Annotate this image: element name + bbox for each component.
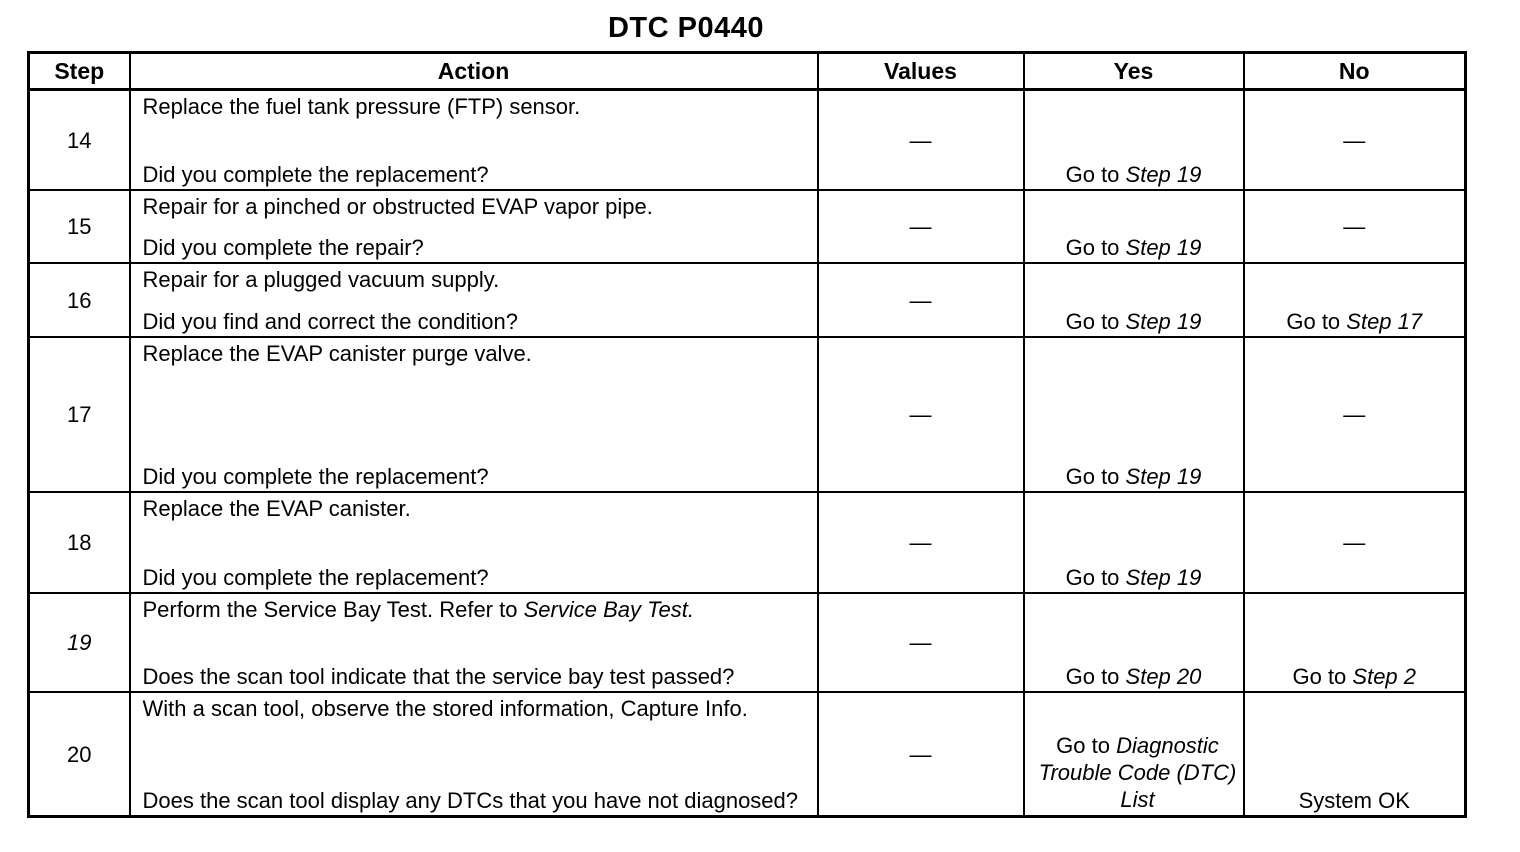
values-cell: — <box>818 263 1024 337</box>
step-number: 19 <box>29 593 130 692</box>
step-number: 18 <box>29 492 130 593</box>
yes-prefix: Go to <box>1065 309 1126 334</box>
action-cell <box>130 492 818 593</box>
values-cell: — <box>818 190 1024 263</box>
yes-prefix: Go to <box>1065 664 1126 689</box>
table-row <box>29 263 1466 337</box>
page-title: DTC P0440 <box>607 12 764 44</box>
no-prefix: Go to <box>1292 664 1353 689</box>
step-number: 20 <box>29 692 130 817</box>
yes-link[interactable]: Step 19 <box>1125 162 1202 187</box>
action-question: Did you complete the replacement? <box>142 565 489 590</box>
header-values: Values <box>818 53 1024 90</box>
no-cell: — <box>1244 90 1466 191</box>
action-question: Does the scan tool indicate that the service bay test passed? <box>142 664 735 689</box>
action-question: Does the scan tool display any DTCs that you have not diagnosed? <box>142 788 799 813</box>
yes-cell <box>1024 593 1244 692</box>
yes-prefix: Go to <box>1065 235 1126 260</box>
table-row <box>29 593 1466 692</box>
action-cell <box>130 337 818 492</box>
action-instruction: Repair for a pinched or obstructed EVAP vapor pipe. <box>142 194 653 219</box>
yes-prefix: Go to <box>1065 565 1126 590</box>
yes-cell <box>1024 90 1244 191</box>
table-row <box>29 90 1466 191</box>
action-cell <box>130 190 818 263</box>
action-cell <box>130 692 818 817</box>
no-cell: — <box>1244 190 1466 263</box>
yes-link[interactable]: Step 19 <box>1125 565 1202 590</box>
action-question: Did you complete the repair? <box>142 235 424 260</box>
yes-link[interactable]: Step 19 <box>1125 235 1202 260</box>
action-cell <box>130 593 818 692</box>
no-cell <box>1244 593 1466 692</box>
values-cell: — <box>818 692 1024 817</box>
values-cell: — <box>818 492 1024 593</box>
yes-prefix: Go to <box>1056 733 1117 758</box>
action-instruction-text: Perform the Service Bay Test. Refer to <box>142 597 524 622</box>
step-number: 16 <box>29 263 130 337</box>
header-row <box>29 53 1466 90</box>
no-prefix: Go to <box>1286 309 1347 334</box>
step-number: 14 <box>29 90 130 191</box>
values-cell: — <box>818 593 1024 692</box>
action-instruction: Repair for a plugged vacuum supply. <box>142 267 500 292</box>
header-action: Action <box>130 53 818 90</box>
diagnostic-table <box>27 51 1467 818</box>
no-cell: System OK <box>1244 692 1466 817</box>
action-instruction: Replace the EVAP canister. <box>142 496 411 521</box>
action-question: Did you complete the replacement? <box>142 162 489 187</box>
table-row <box>29 190 1466 263</box>
no-link[interactable]: Step 2 <box>1352 664 1417 689</box>
yes-prefix: Go to <box>1065 162 1126 187</box>
yes-cell <box>1024 263 1244 337</box>
yes-link[interactable]: Step 20 <box>1125 664 1202 689</box>
values-cell: — <box>818 90 1024 191</box>
yes-cell <box>1024 692 1244 817</box>
action-cell <box>130 90 818 191</box>
yes-cell <box>1024 337 1244 492</box>
service-bay-test-link[interactable]: Service Bay Test. <box>523 597 694 622</box>
yes-link[interactable]: Step 19 <box>1125 464 1202 489</box>
action-instruction <box>143 597 809 622</box>
action-instruction: Replace the EVAP canister purge valve. <box>142 341 532 366</box>
action-cell <box>130 263 818 337</box>
table-row <box>29 492 1466 593</box>
no-cell: — <box>1244 492 1466 593</box>
action-instruction: With a scan tool, observe the stored information, Capture Info. <box>142 696 748 721</box>
yes-prefix: Go to <box>1065 464 1126 489</box>
yes-cell <box>1024 190 1244 263</box>
yes-link[interactable]: Step 19 <box>1125 309 1202 334</box>
no-cell: — <box>1244 337 1466 492</box>
no-link[interactable]: Step 17 <box>1346 309 1423 334</box>
action-instruction: Replace the fuel tank pressure (FTP) sensor. <box>142 94 581 119</box>
header-yes: Yes <box>1024 53 1244 90</box>
step-number: 15 <box>29 190 130 263</box>
action-question: Did you find and correct the condition? <box>142 309 518 334</box>
table-row <box>29 692 1466 817</box>
header-step: Step <box>29 53 130 90</box>
header-no: No <box>1244 53 1466 90</box>
step-number: 17 <box>29 337 130 492</box>
dtc-list-link[interactable]: Diagnostic Trouble Code (DTC) List <box>1038 733 1237 812</box>
table-row <box>29 337 1466 492</box>
action-question: Did you complete the replacement? <box>142 464 489 489</box>
no-cell <box>1244 263 1466 337</box>
yes-cell <box>1024 492 1244 593</box>
values-cell: — <box>818 337 1024 492</box>
